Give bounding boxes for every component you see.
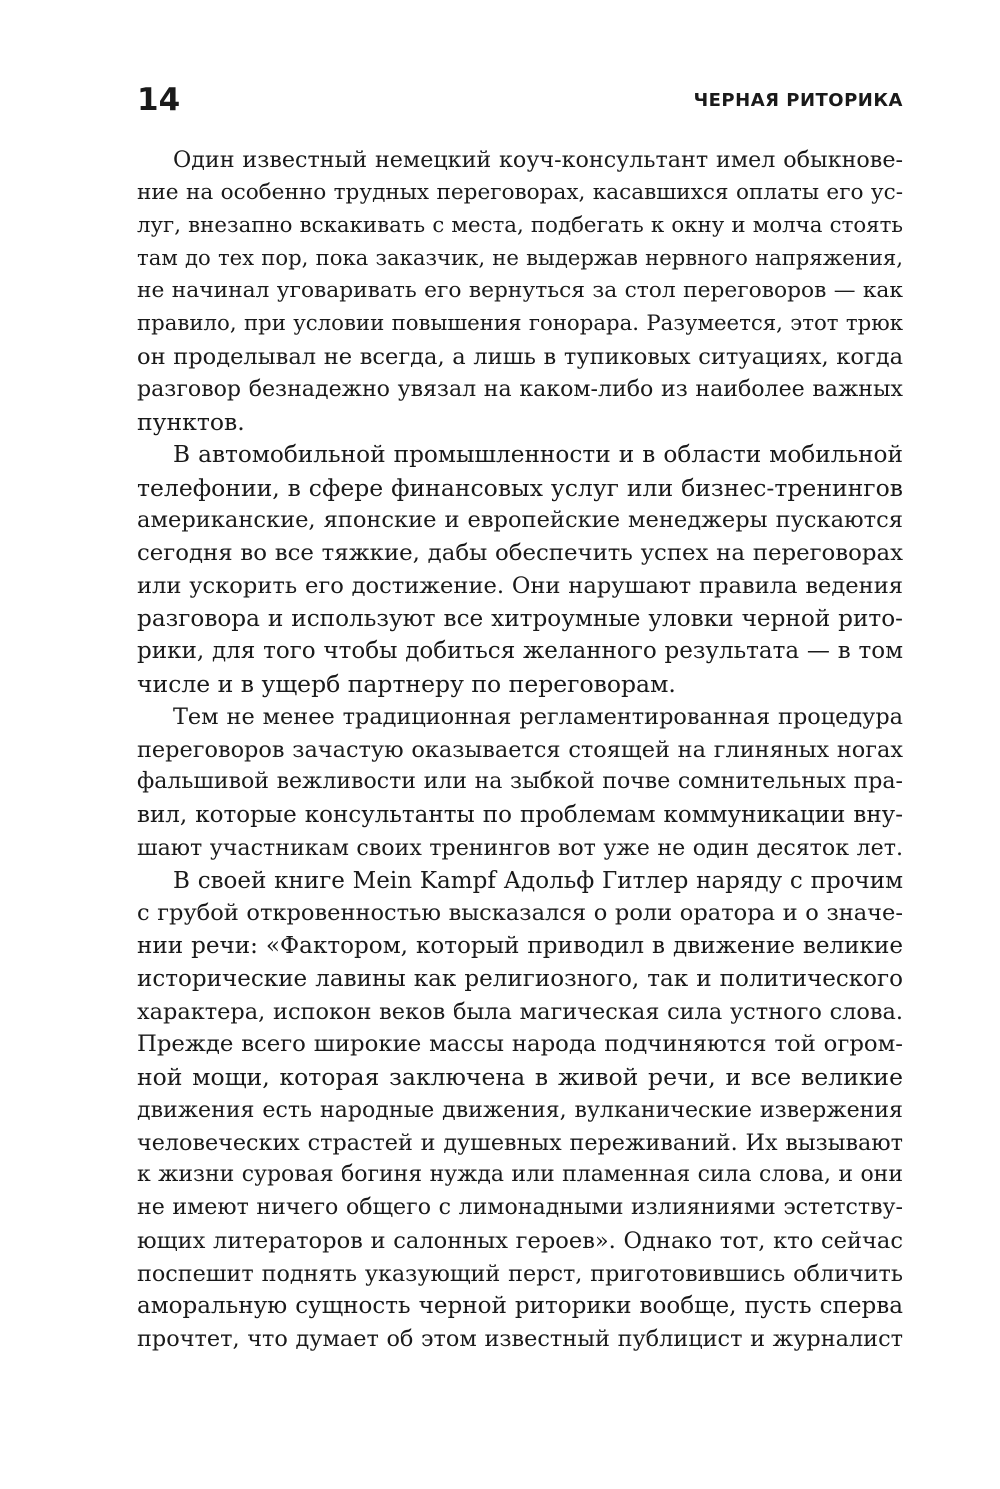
- text-line: луг, внезапно вскакивать с места, подбегать к окну и молча стоять: [137, 212, 903, 238]
- text-line: В своей книге Mein Kampf Адольф Гитлер наряду с прочим: [173, 867, 903, 894]
- text-line: не начинал уговаривать его вернуться за стол переговоров — как: [137, 278, 903, 303]
- text-line: Тем не менее традиционная регламентированная процедура: [173, 703, 903, 730]
- text-line: Прежде всего широкие массы народа подчиняются той огром-: [137, 1031, 903, 1058]
- text-line: рики, для того чтобы добиться желанного результата — в том: [137, 638, 903, 665]
- text-line: с грубой откровенностью высказался о роли оратора и о значе-: [137, 900, 903, 927]
- text-line: разговора и используют все хитроумные уловки черной рито-: [137, 605, 903, 632]
- text-line: пунктов.: [137, 408, 245, 436]
- text-line: шают участникам своих тренингов вот уже не один десяток лет.: [137, 834, 903, 861]
- text-line: В автомобильной промышленности и в области мобильной: [173, 440, 903, 468]
- text-line: там до тех пор, пока заказчик, не выдержав нервного напряжения,: [137, 245, 903, 271]
- text-line: разговор безнадежно увязал на каком-либо из наиболее важных: [137, 376, 903, 403]
- text-line: человеческих страстей и душевных переживаний. Их вызывают: [137, 1129, 903, 1156]
- text-line: к жизни суровая богиня нужда или пламенная сила слова, и они: [137, 1162, 903, 1188]
- text-line: он проделывал не всегда, а лишь в тупиковых ситуациях, когда: [137, 343, 903, 370]
- text-line: аморальную сущность черной риторики вообще, пусть сперва: [137, 1293, 903, 1320]
- body-text: [137, 144, 903, 1356]
- text-line: числе и в ущерб партнеру по переговорам.: [137, 670, 676, 698]
- text-line: ющих литераторов и салонных героев». Однако тот, кто сейчас: [137, 1227, 903, 1254]
- text-line: не имеют ничего общего с лимонадными излияниями эстетству-: [137, 1195, 903, 1220]
- text-line: ной мощи, которая заключена в живой речи, и все великие: [137, 1063, 903, 1091]
- text-line: ние на особенно трудных переговорах, касавшихся оплаты его ус-: [137, 179, 903, 205]
- text-line: или ускорить его достижение. Они нарушают правила ведения: [137, 572, 903, 599]
- page-number: 14: [137, 82, 181, 118]
- text-line: американские, японские и европейские менеджеры пускаются: [137, 507, 903, 534]
- text-line: прочтет, что думает об этом известный публицист и журналист: [137, 1326, 903, 1352]
- text-line: вил, которые консультанты по проблемам коммуникации вну-: [137, 802, 903, 828]
- text-line: характера, испокон веков была магическая сила устного слова.: [137, 998, 903, 1025]
- text-line: Один известный немецкий коуч-консультант имел обыкнове-: [173, 147, 903, 173]
- text-line: сегодня во все тяжкие, дабы обеспечить успех на переговорах: [137, 540, 903, 566]
- text-line: правило, при условии повышения гонорара. Разумеется, этот трюк: [137, 310, 903, 336]
- text-line: движения есть народные движения, вулканические извержения: [137, 1096, 903, 1123]
- text-line: переговоров зачастую оказывается стоящей на глиняных ногах: [137, 736, 903, 763]
- text-line: поспешит поднять указующий перст, приготовившись обличить: [137, 1260, 903, 1287]
- text-line: исторические лавины как религиозного, так и политического: [137, 965, 903, 992]
- text-line: нии речи: «Фактором, который приводил в движение великие: [137, 933, 903, 959]
- running-title: ЧЕРНАЯ РИТОРИКА: [693, 90, 903, 111]
- text-line: фальшивой вежливости или на зыбкой почве сомнительных пра-: [137, 769, 903, 795]
- text-line: телефонии, в сфере финансовых услуг или бизнес-тренингов: [137, 473, 903, 502]
